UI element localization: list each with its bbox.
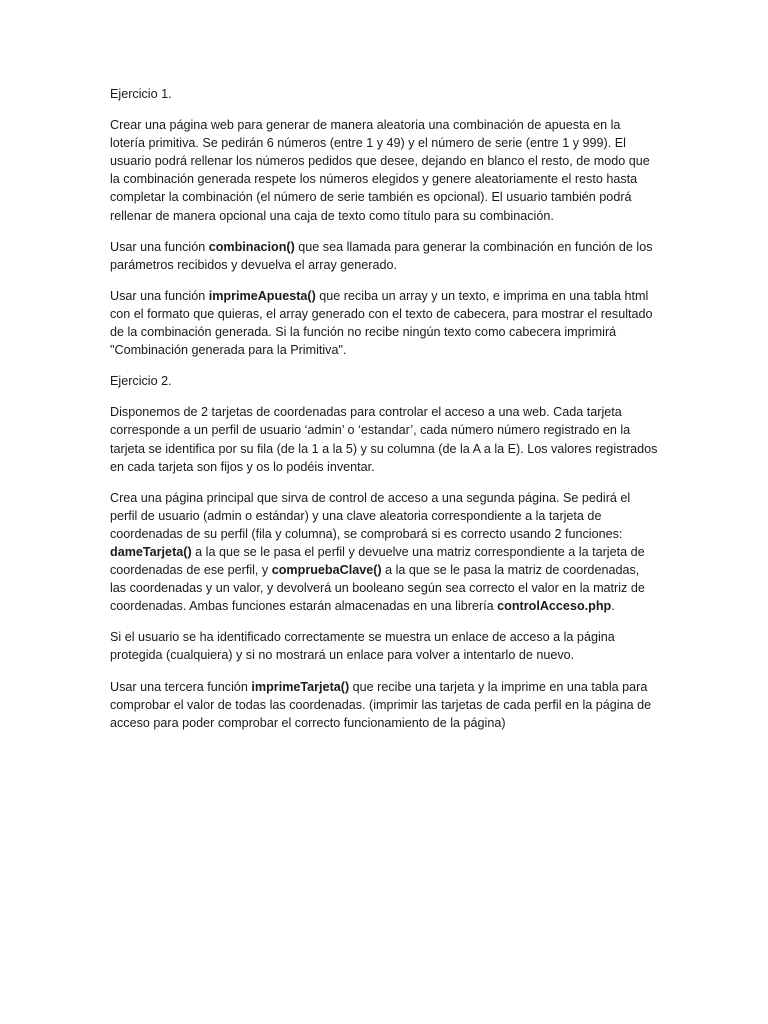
exercise-2-paragraph-2 — [110, 489, 658, 616]
text-span: que sea llamada para generar la combinación en función de los parámetros recibidos y devuelva el array generado. — [110, 239, 653, 272]
text-span: que reciba un array y un texto, e imprima en una tabla html con el formato que quieras, el array generado con el texto de cabecera, para mostrar el resultado de la combinación generada. Si la función no recibe ningún texto como cabecera imprimirá "Combinación generada para la Primitiva". — [110, 288, 653, 358]
exercise-1-paragraph-2 — [110, 238, 658, 274]
exercise-1-paragraph-3 — [110, 287, 658, 359]
function-name-dametarjeta: dameTarjeta() — [110, 544, 192, 559]
function-name-imprimetarjeta: imprimeTarjeta() — [251, 679, 350, 694]
exercise-2-paragraph-1: Disponemos de 2 tarjetas de coordenadas para controlar el acceso a una web. Cada tarjeta corresponde a un perfil de usuario ‘admin’ o ‘estandar’, cada número número registrado en la tarjeta se identifica por su fila (de la 1 a la 5) y su columna (de la A a la E). Los valores registrados en cada tarjeta son fijos y os lo podéis inventar. — [110, 405, 658, 474]
text-span: . — [611, 599, 615, 614]
function-name-combinacion: combinacion() — [208, 239, 295, 254]
function-name-imprimeapuesta: imprimeApuesta() — [208, 288, 316, 303]
exercise-2-paragraph-4 — [110, 678, 658, 732]
text-span: Usar una tercera función — [110, 679, 252, 694]
exercise-1-title: Ejercicio 1. — [110, 87, 172, 101]
document-page — [110, 85, 658, 745]
exercise-1-paragraph-1: Crear una página web para generar de manera aleatoria una combinación de apuesta en la lotería primitiva. Se pedirán 6 números (entre 1 y 49) y el número de serie (entre 1 y 999). El usuario podrá rellenar los números pedidos que desee, dejando en blanco el resto, de modo que la combinación generada respete los números elegidos y genere aleatoriamente el resto hasta completar la combinación (el número de serie también es opcional). El usuario también podrá rellenar de manera opcional una caja de texto como título para su combinación. — [110, 118, 650, 223]
text-span: a la que se le pasa el perfil y devuelve una matriz correspondiente a la tarjeta de coordenadas de ese perfil, y — [110, 544, 645, 578]
text-span: Usar una función — [110, 239, 209, 254]
exercise-2-title: Ejercicio 2. — [110, 374, 172, 389]
function-name-compruebaclave: compruebaClave() — [271, 563, 382, 578]
text-span: Usar una función — [110, 288, 209, 303]
exercise-2-paragraph-3: Si el usuario se ha identificado correctamente se muestra un enlace de acceso a la página protegida (cualquiera) y si no mostrará un enlace para volver a intentarlo de nuevo. — [110, 630, 615, 663]
text-span: que recibe una tarjeta y la imprime en una tabla para comprobar el valor de todas las coordenadas. (imprimir las tarjetas de cada perfil en la página de acceso para poder comprobar el correcto funcionamiento de la página) — [110, 679, 652, 730]
library-name-controlacceso: controlAcceso.php — [497, 599, 612, 614]
text-span: Crea una página principal que sirva de control de acceso a una segunda página. Se pedirá el perfil de usuario (admin o estándar) y una clave aleatoria correspondiente a la tarjeta de coordenadas de su perfil (fila y columna), se comprobará si es correcto usando 2 funciones: — [110, 490, 631, 541]
text-span: a la que se le pasa la matriz de coordenadas, las coordenadas y un valor, y devolverá un booleano según sea correcto el valor en la matriz de coordenadas. Ambas funciones estarán almacenadas en una librería — [110, 563, 645, 614]
